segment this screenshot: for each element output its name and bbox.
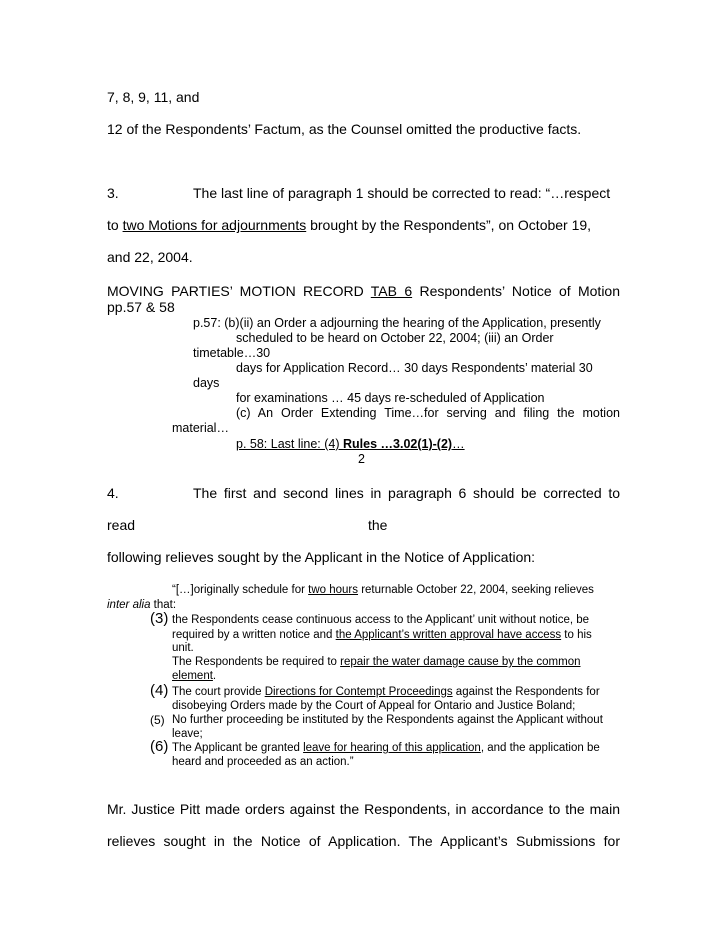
quote-inter-alia: inter alia — [107, 599, 151, 611]
relief-3-line-1: the Respondents cease continuous access to the Applicant’ unit without notice, be — [172, 614, 590, 626]
page-number: 2 — [358, 452, 365, 466]
motion-line-4: days for Application Record… 30 days Respondents’ material 30 — [236, 361, 593, 375]
closing-line-2: relieves sought in the Notice of Application. The Applicant’s Submissions for — [107, 833, 620, 849]
relief-6-leave-for-hearing: leave for hearing of this application — [303, 742, 481, 754]
relief-3-line-2-pre: required by a written notice and — [172, 629, 336, 641]
motion-line-5: days — [193, 376, 220, 390]
motion-line-2: scheduled to be heard on October 22, 2004; (iii) an Order — [236, 331, 554, 345]
item-4-number: 4. — [107, 485, 119, 501]
quote-line-1 — [172, 583, 594, 597]
relief-3-number: (3) — [150, 610, 169, 627]
motion-heading-post: Respondents’ Notice of Motion — [412, 283, 620, 299]
item-4-line-3: following relieves sought by the Applicant in the Notice of Application: — [107, 549, 536, 565]
item-3-motions-link-text: two Motions for adjournments — [122, 217, 307, 233]
item-4-line-2-read: read — [107, 517, 136, 533]
motion-line-3: timetable…30 — [193, 346, 271, 360]
item-3-line-2 — [107, 217, 591, 233]
relief-3-line-4 — [172, 655, 581, 669]
relief-6-line-2: heard and proceeded as an action.” — [172, 756, 354, 768]
motion-record-heading — [107, 283, 620, 299]
relief-4-number: (4) — [150, 682, 169, 699]
motion-line-7: (c) An Order Extending Time…for serving and filing the motion — [236, 406, 620, 420]
motion-line-9-text: p. 58: Last line: (4) — [236, 437, 344, 451]
item-3-line-2-pre: to — [107, 217, 123, 233]
quote-line-1-post: returnable October 22, 2004, seeking relieves — [358, 584, 594, 596]
relief-4-contempt-directions: Directions for Contempt Proceedings — [264, 686, 453, 698]
item-3-line-1: The last line of paragraph 1 should be corrected to read: “…respect — [193, 185, 611, 201]
motion-record-pages: pp.57 & 58 — [107, 299, 175, 315]
relief-3-line-5-post: . — [212, 670, 217, 682]
closing-line-1: Mr. Justice Pitt made orders against the Respondents, in accordance to the main — [107, 801, 620, 817]
relief-4-line-1-post: against the Respondents for — [452, 686, 600, 698]
relief-5-line-2: leave; — [172, 728, 203, 740]
quote-line-1-pre: “[…]originally schedule for — [172, 584, 309, 596]
motion-heading-pre: MOVING PARTIES’ MOTION RECORD — [107, 283, 371, 299]
item-4-line-2-the: the — [368, 517, 388, 533]
quote-two-hours: two hours — [308, 584, 359, 596]
relief-6-line-1 — [172, 741, 600, 755]
para-top-line-2: 12 of the Respondents’ Factum, as the Counsel omitted the productive facts. — [107, 121, 582, 137]
motion-line-1: p.57: (b)(ii) an Order a adjourning the hearing of the Application, presently — [193, 316, 601, 330]
motion-line-8: material… — [172, 421, 229, 435]
item-4-line-1: The first and second lines in paragraph 6 should be corrected to — [193, 485, 620, 501]
relief-3-element: element — [172, 670, 213, 682]
relief-3-line-4-pre: The Respondents be required to — [172, 656, 341, 668]
quote-line-2-post: that: — [150, 599, 177, 611]
relief-3-line-2-post: to his — [561, 629, 592, 641]
relief-4-line-2: disobeying Orders made by the Court of Appeal for Ontario and Justice Boland; — [172, 700, 576, 712]
item-3-line-2-post: brought by the Respondents”, on October 19, — [306, 217, 592, 233]
item-3-line-3: and 22, 2004. — [107, 249, 193, 265]
motion-line-9-rules: Rules …3.02(1)-(2) — [343, 437, 453, 451]
relief-3-line-5 — [172, 669, 216, 683]
item-3-number: 3. — [107, 185, 119, 201]
relief-6-line-1-pre: The Applicant be granted — [172, 742, 304, 754]
relief-3-line-2 — [172, 628, 592, 642]
motion-heading-tab: TAB 6 — [370, 283, 413, 299]
motion-line-9-tail: … — [452, 437, 465, 451]
relief-4-line-1-pre: The court provide — [172, 686, 265, 698]
motion-line-6: for examinations … 45 days re-scheduled of Application — [236, 391, 545, 405]
para-top-line-1: 7, 8, 9, 11, and — [107, 89, 200, 105]
relief-3-line-3: unit. — [172, 642, 194, 654]
relief-6-number: (6) — [150, 738, 169, 755]
motion-line-9 — [236, 437, 465, 452]
relief-4-line-1 — [172, 685, 600, 699]
relief-5-line-1: No further proceeding be instituted by the Respondents against the Applicant without — [172, 714, 603, 726]
relief-6-line-1-post: , and the application be — [480, 742, 600, 754]
relief-3-written-approval: the Applicant’s written approval have access — [335, 629, 562, 641]
relief-5-number: (5) — [150, 713, 165, 727]
relief-3-repair-water-damage: repair the water damage cause by the common — [340, 656, 581, 668]
